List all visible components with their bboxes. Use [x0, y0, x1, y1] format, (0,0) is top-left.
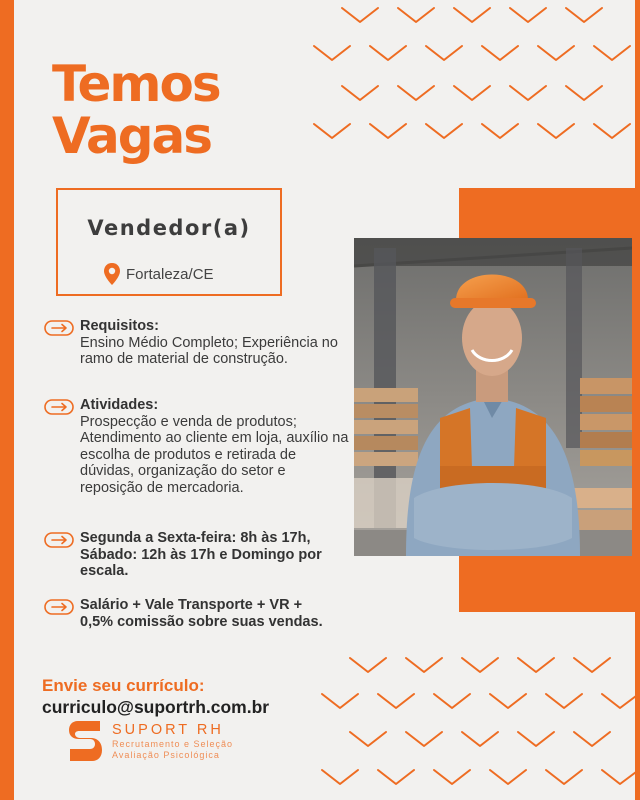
worker-photo [354, 238, 632, 556]
brand-text [112, 721, 233, 761]
contact-label: Envie seu currículo: [42, 676, 205, 695]
job-location [102, 262, 214, 286]
headline-line-1: Temos [52, 55, 220, 113]
requirements-item [44, 318, 352, 368]
schedule-item [44, 530, 352, 580]
chevron-row-1 [350, 658, 610, 672]
brand-tagline-2: Avaliação Psicológica [112, 750, 220, 760]
left-accent-bar [0, 0, 14, 800]
headline-line-2: Vagas [52, 107, 211, 165]
headline [52, 55, 220, 165]
job-box [56, 188, 282, 296]
chevron-pattern-bottom [320, 652, 636, 797]
contact-block [42, 676, 269, 718]
contact-email[interactable]: curriculo@suportrh.com.br [42, 697, 270, 717]
arrow-right-icon [44, 599, 74, 615]
requirements-body: Ensino Médio Completo; Experiência no ramo de material de construção. [80, 334, 338, 367]
chevron-row-1 [342, 8, 602, 22]
chevron-row-3 [342, 86, 602, 100]
schedule-text: Segunda a Sexta-feira: 8h às 17h, Sábado: 12h às 17h e Domingo por escala. [80, 530, 322, 579]
job-title: Vendedor(a) [87, 216, 251, 240]
location-text: Fortaleza/CE [126, 265, 214, 283]
activities-item [44, 397, 352, 496]
salary-item [44, 597, 330, 630]
suport-rh-logo-icon [66, 717, 104, 765]
activities-text [80, 397, 352, 496]
chevron-row-3 [350, 732, 610, 746]
chevron-row-4 [314, 124, 630, 138]
map-pin-icon [102, 262, 122, 286]
requirements-label: Requisitos: [80, 318, 159, 334]
requirements-text [80, 318, 352, 368]
chevron-row-2 [314, 46, 630, 60]
brand-logo [66, 717, 233, 765]
brand-tagline-1: Recrutamento e Seleção [112, 739, 234, 749]
activities-body: Prospecção e venda de produtos; Atendimento ao cliente em loja, auxílio na escolha de produtos e retirada de dúvidas, organização do setor e reposição de mercadoria. [80, 413, 349, 496]
steel-column [566, 248, 582, 448]
chevron-pattern-top [312, 6, 632, 156]
salary-text: Salário + Vale Transporte + VR + 0,5% comissão sobre suas vendas. [80, 597, 323, 630]
brand-name: SUPORT RH [112, 722, 224, 738]
arrow-right-icon [44, 399, 74, 415]
activities-label: Atividades: [80, 397, 159, 413]
pipes [354, 478, 414, 528]
arrow-right-icon [44, 320, 74, 336]
lumber-stack-left [354, 388, 418, 466]
arrow-right-icon [44, 532, 74, 548]
chevron-row-2 [322, 694, 636, 708]
chevron-row-4 [322, 770, 636, 784]
